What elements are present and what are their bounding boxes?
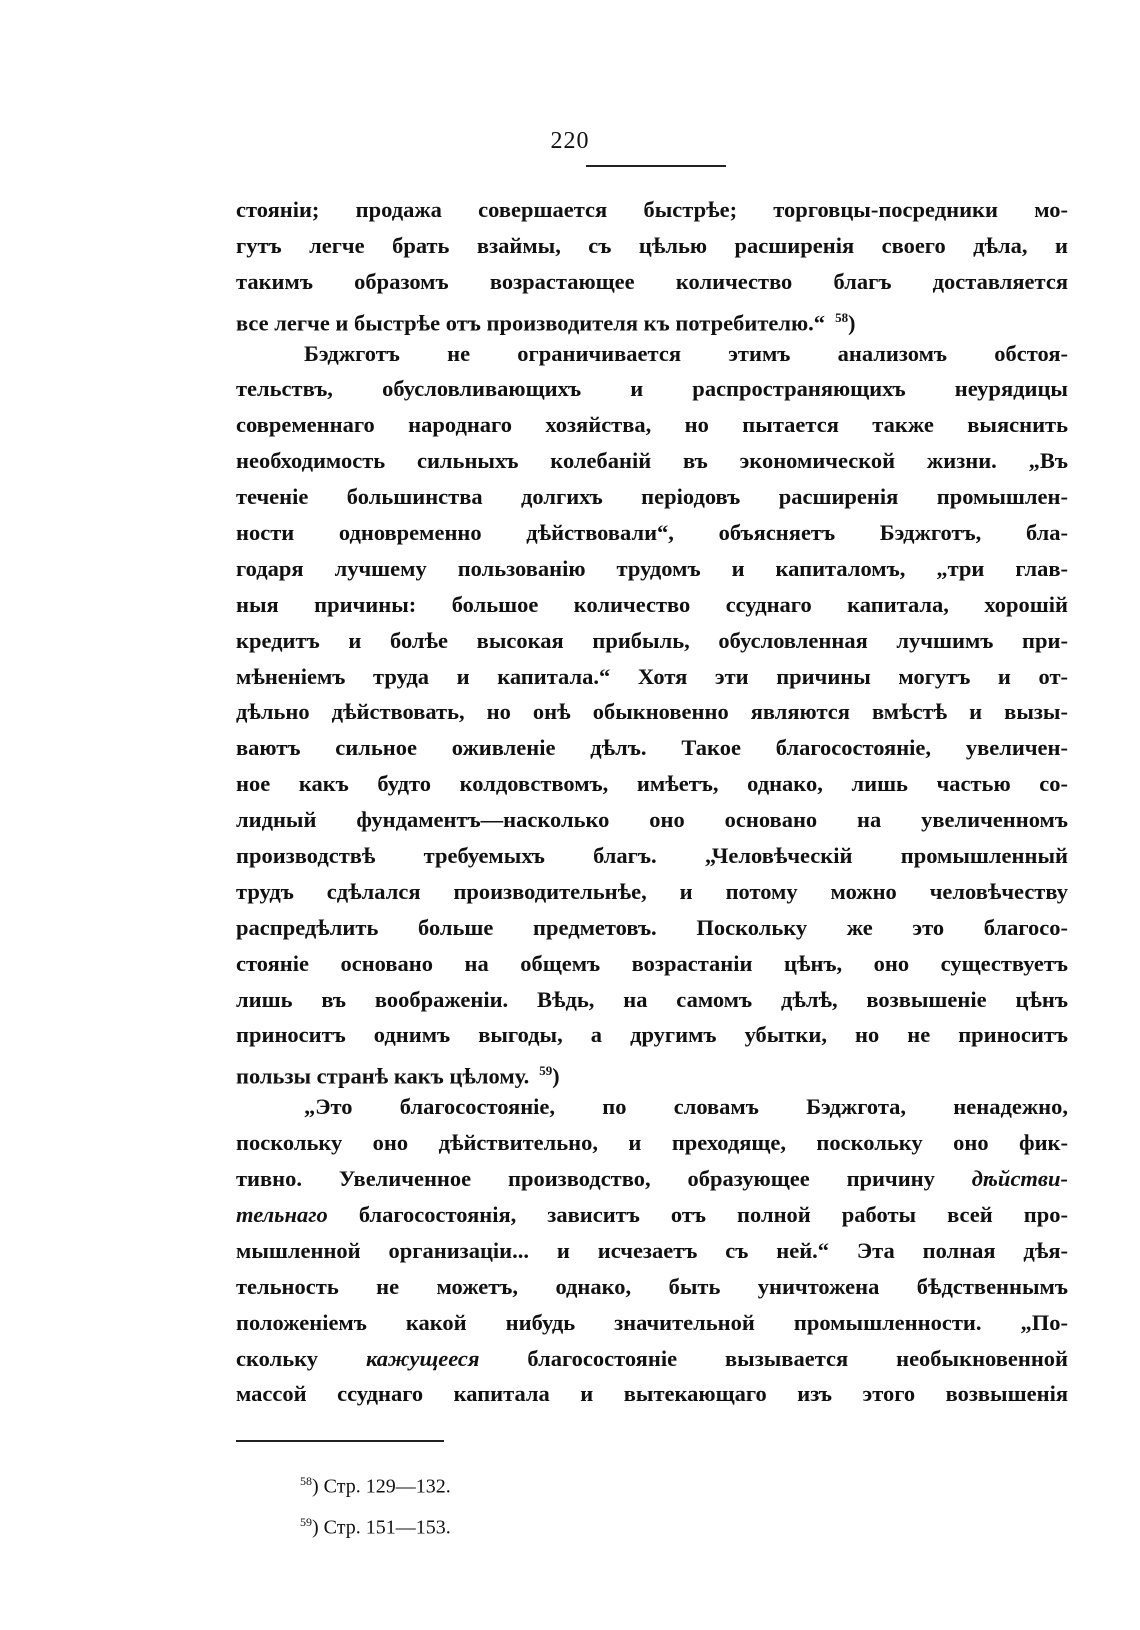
italic-word: кажущееся <box>365 1345 480 1371</box>
text-line: необходимость сильныхъ колебаній въ экономической жизни. „Въ <box>236 448 1068 474</box>
footnote-rule <box>236 1440 444 1442</box>
footnotes <box>300 1464 451 1545</box>
text-line-content: скольку <box>236 1345 319 1371</box>
text-line: гутъ легче брать взаймы, съ цѣлью расширенія своего дѣла, и <box>236 232 1068 258</box>
text-line: тельствъ, обусловливающихъ и распространяющихъ неурядицы <box>236 376 1068 402</box>
text-line: ваютъ сильное оживленіе дѣлъ. Такое благосостояніе, увеличен- <box>236 735 1068 761</box>
text-line-content: благосостояніе вызывается необыкновенной <box>527 1345 1069 1371</box>
footnote <box>300 1464 451 1505</box>
text-line: такимъ образомъ возрастающее количество благъ доставляется <box>236 268 1068 294</box>
text-line-content: благосостоянія, зависитъ отъ полной работы всей про- <box>358 1201 1068 1227</box>
text-line <box>236 300 1068 336</box>
text-line: Бэджготъ не ограничивается этимъ анализомъ обстоя- <box>304 340 1068 366</box>
text-line: кредитъ и болѣе высокая прибыль, обусловленная лучшимъ при- <box>236 627 1068 653</box>
footnote-number: 59 <box>300 1514 312 1529</box>
text-line: приноситъ однимъ выгоды, а другимъ убытки, но не приноситъ <box>236 1022 1068 1048</box>
text-line-content: тивно. Увеличенное производство, образующее причину <box>236 1166 935 1192</box>
text-line: мышленной организаціи... и исчезаетъ съ ней.“ Эта полная дѣя- <box>236 1237 1068 1263</box>
italic-word: тельнаго <box>236 1201 328 1227</box>
text-line: стояніе основано на общемъ возрастаніи цѣнъ, оно существуетъ <box>236 950 1068 976</box>
text-line: годаря лучшему пользованію трудомъ и капиталомъ, „три глав- <box>236 555 1068 581</box>
body-text <box>236 192 1068 1412</box>
text-line-content: все легче и быстрѣе отъ производителя къ потребителю.“ <box>236 310 826 336</box>
text-line: производствѣ требуемыхъ благъ. „Человѣческій промышленный <box>236 843 1068 869</box>
footnote <box>300 1505 451 1546</box>
footnote-text: ) Стр. 151—153. <box>312 1516 451 1539</box>
footnote-reference-paren: ) <box>552 1063 560 1089</box>
text-line: массой ссуднаго капитала и вытекающаго изъ этого возвышенія <box>236 1381 1068 1407</box>
text-line: положеніемъ какой нибудь значительной промышленности. „По- <box>236 1309 1068 1335</box>
text-line: лишь въ воображеніи. Вѣдь, на самомъ дѣлѣ, возвышеніе цѣнъ <box>236 986 1068 1012</box>
text-line: поскольку оно дѣйствительно, и преходяще, поскольку оно фик- <box>236 1130 1068 1156</box>
italic-word: дѣйстви- <box>971 1166 1068 1192</box>
footnote-reference: 59 <box>539 1063 553 1079</box>
text-line <box>236 1161 1068 1197</box>
text-line-content: пользы странѣ какъ цѣлому. <box>236 1063 530 1089</box>
text-line: ныя причины: большое количество ссуднаго капитала, хорошій <box>236 591 1068 617</box>
text-line: ное какъ будто колдовствомъ, имѣетъ, однако, лишь частью со- <box>236 771 1068 797</box>
footnote-reference: 58 <box>835 309 849 325</box>
text-line <box>236 1341 1068 1377</box>
text-line: дѣльно дѣйствовать, но онѣ обыкновенно являются вмѣстѣ и вызы- <box>236 699 1068 725</box>
text-line: мѣненіемъ труда и капитала.“ Хотя эти причины могутъ и от- <box>236 663 1068 689</box>
footnote-number: 58 <box>300 1474 312 1488</box>
page-number-rule <box>586 165 726 167</box>
text-line: современнаго народнаго хозяйства, но пытается также выяснить <box>236 412 1068 438</box>
footnote-text: ) Стр. 129—132. <box>312 1475 451 1498</box>
text-line: ности одновременно дѣйствовали“, объясняетъ Бэджготъ, бла- <box>236 520 1068 546</box>
text-line <box>236 1197 1068 1233</box>
text-line <box>236 1053 1068 1089</box>
text-line: распредѣлить больше предметовъ. Поскольку же это благосо- <box>236 914 1068 940</box>
text-line: теченіе большинства долгихъ періодовъ расширенія промышлен- <box>236 484 1068 510</box>
text-line: „Это благосостояніе, по словамъ Бэджгота, ненадежно, <box>304 1094 1068 1120</box>
text-line: лидный фундаментъ—насколько оно основано на увеличенномъ <box>236 807 1068 833</box>
page-number: 220 <box>550 128 590 154</box>
text-line: трудъ сдѣлался производительнѣе, и потому можно человѣчеству <box>236 878 1068 904</box>
text-line: тельность не можетъ, однако, быть уничтожена бѣдственнымъ <box>236 1273 1068 1299</box>
text-line: стояніи; продажа совершается быстрѣе; торговцы-посредники мо- <box>236 197 1068 222</box>
footnote-reference-paren: ) <box>848 310 856 336</box>
